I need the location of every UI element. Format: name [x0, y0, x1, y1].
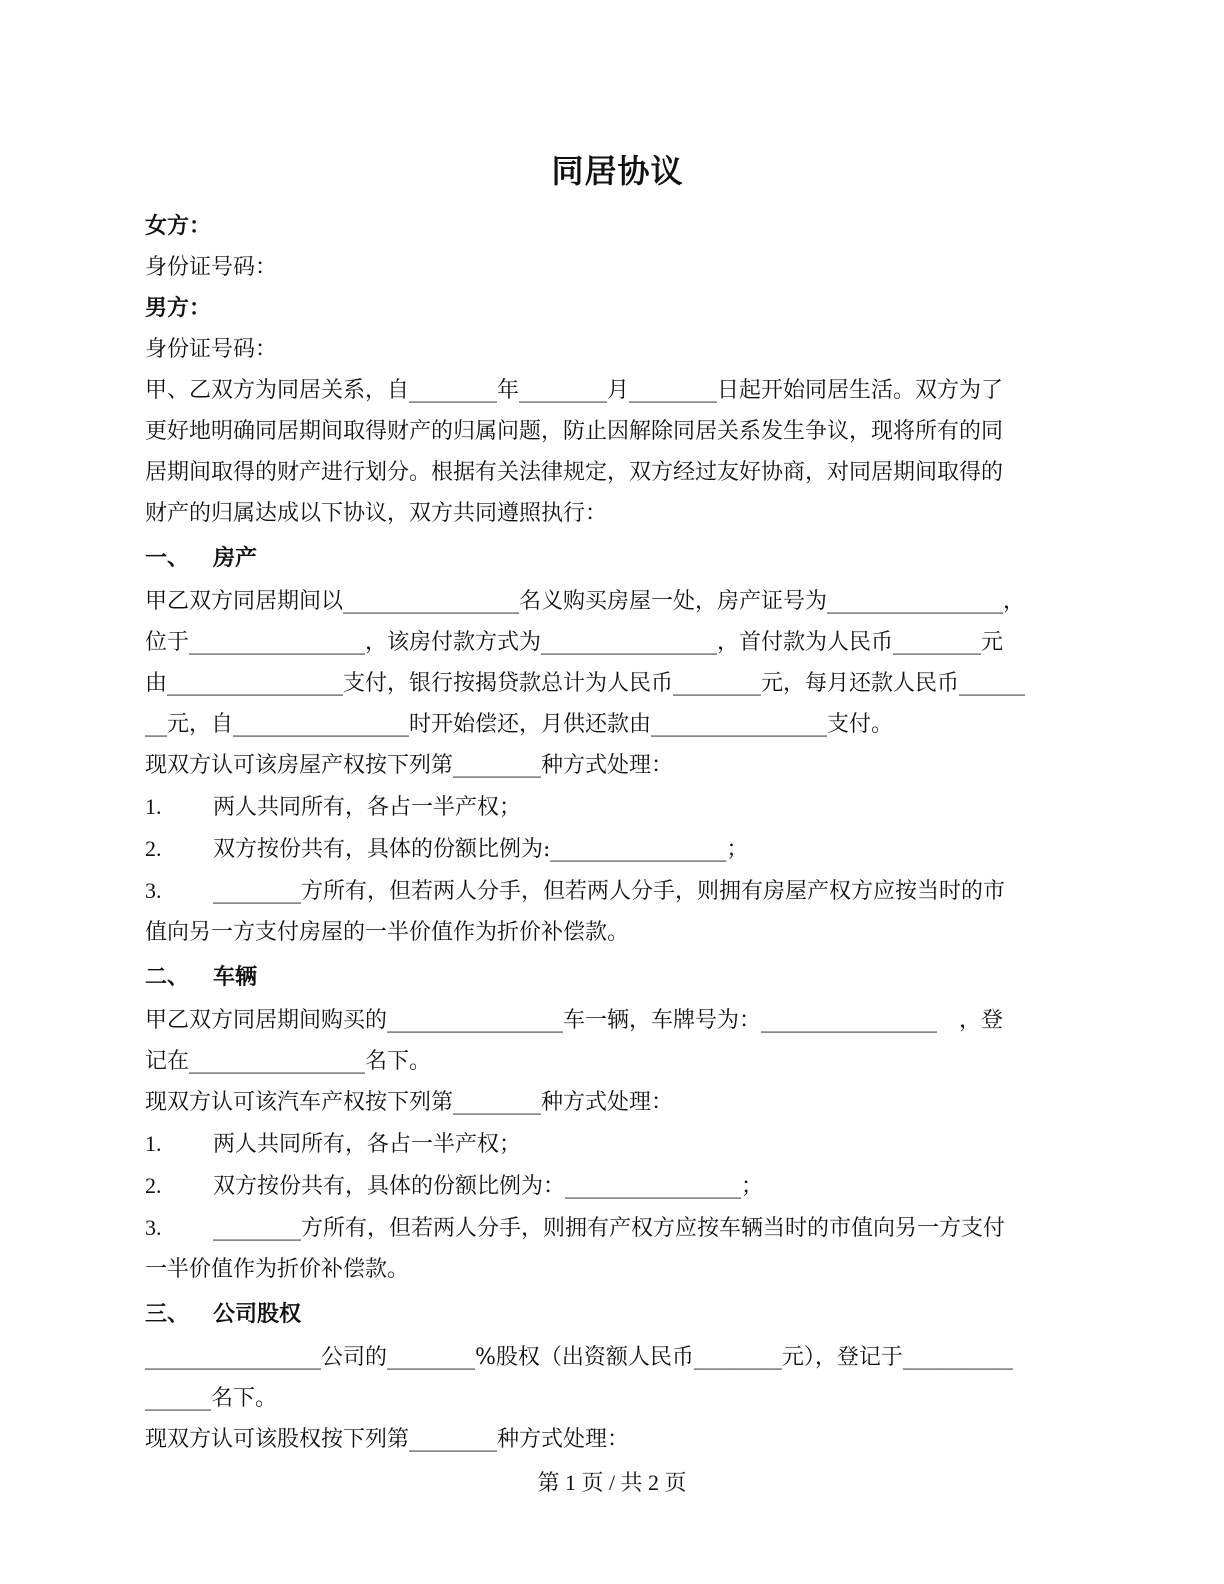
vehicle-option-continuation: 一半价值作为折价补偿款。 — [145, 1257, 410, 1282]
property-line: 甲乙双方同居期间以________________名义购买房屋一处，房产证号为________________， — [145, 589, 1026, 614]
document-title: 同居协议 — [551, 152, 684, 190]
female-label: 女方： — [145, 214, 212, 239]
property-option — [145, 786, 1090, 828]
option-text: 双方按份共有，具体的份额比例为:________________； — [213, 837, 749, 862]
vehicle-paragraph — [145, 1000, 1090, 1082]
option-number: 3. — [145, 1215, 162, 1240]
property-line: __元，自________________时开始偿还，月供还款由________________支付。 — [145, 712, 894, 737]
property-option-continuation: 值向另一方支付房屋的一半价值作为折价补偿款。 — [145, 920, 630, 945]
option-number: 1. — [145, 1131, 162, 1156]
page-number: 第 1 页 / 共 2 页 — [537, 1470, 687, 1495]
section-heading-property — [145, 538, 1090, 579]
equity-choose-line: 现双方认可该股权按下列第________种方式处理： — [145, 1427, 630, 1452]
vehicle-option — [145, 1123, 1090, 1165]
vehicle-choose-line: 现双方认可该汽车产权按下列第________种方式处理： — [145, 1090, 674, 1115]
intro-line: 更好地明确同居期间取得财产的归属问题，防止因解除同居关系发生争议，现将所有的同 — [145, 419, 1004, 444]
property-paragraph — [145, 581, 1090, 745]
intro-line: 居期间取得的财产进行划分。根据有关法律规定，双方经过友好协商，对同居期间取得的 — [145, 460, 1004, 485]
option-text: 两人共同所有，各占一半产权； — [213, 1132, 522, 1157]
section-number: 一、 — [145, 546, 190, 571]
option-number: 2. — [145, 836, 162, 861]
equity-paragraph — [145, 1337, 1090, 1419]
equity-line: ________________公司的________%股权（出资额人民币________元），登记于__________ — [145, 1345, 1013, 1370]
vehicle-line: 记在________________名下。 — [145, 1049, 432, 1074]
property-option — [145, 828, 1090, 870]
property-choose-line: 现双方认可该房屋产权按下列第________种方式处理： — [145, 753, 674, 778]
property-option — [145, 870, 1090, 912]
male-label: 男方： — [145, 296, 212, 321]
option-text: 双方按份共有，具体的份额比例为：________________； — [213, 1174, 764, 1199]
intro-paragraph — [145, 370, 1090, 534]
section-title: 车辆 — [213, 965, 258, 990]
option-number: 3. — [145, 878, 162, 903]
document-body — [145, 140, 1090, 1460]
option-number: 1. — [145, 794, 162, 819]
intro-line: 财产的归属达成以下协议，双方共同遵照执行： — [145, 501, 608, 526]
property-line: 位于________________，该房付款方式为________________，首付款为人民币________元 — [145, 630, 1004, 655]
vehicle-option — [145, 1207, 1090, 1249]
vehicle-option — [145, 1165, 1090, 1207]
section-heading-equity — [145, 1294, 1090, 1335]
vehicle-line: 甲乙双方同居期间购买的________________车一辆，车牌号为：________________ ，登 — [145, 1008, 1004, 1033]
option-text: 两人共同所有，各占一半产权； — [213, 795, 522, 820]
section-number: 三、 — [145, 1302, 190, 1327]
section-number: 二、 — [145, 965, 190, 990]
section-title: 房产 — [213, 546, 258, 571]
section-heading-vehicle — [145, 957, 1090, 998]
section-title: 公司股权 — [213, 1302, 302, 1327]
option-number: 2. — [145, 1173, 162, 1198]
male-id-label: 身份证号码： — [145, 337, 278, 362]
option-text: ________方所有，但若两人分手，但若两人分手，则拥有房屋产权方应按当时的市 — [213, 879, 1006, 904]
female-id-label: 身份证号码： — [145, 255, 278, 280]
intro-line: 甲、乙双方为同居关系，自________年________月________日起开始同居生活。双方为了 — [145, 378, 1004, 403]
property-line: 由________________支付，银行按揭贷款总计为人民币________元，每月还款人民币______ — [145, 671, 1026, 696]
equity-line: ______名下。 — [145, 1386, 278, 1411]
option-text: ________方所有，但若两人分手，则拥有产权方应按车辆当时的市值向另一方支付 — [213, 1216, 1006, 1241]
